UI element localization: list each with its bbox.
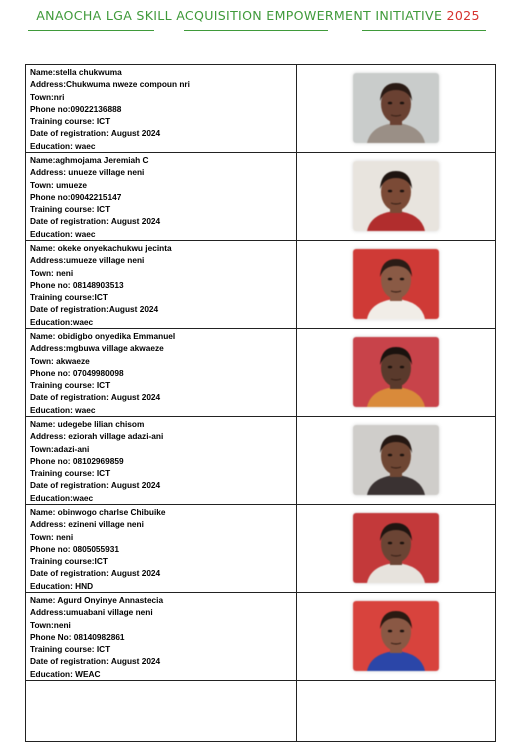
photo-wrapper — [297, 505, 495, 591]
trainee-detail-line: Phone no: 07049980098 — [30, 367, 124, 378]
trainee-detail-line: Town:nri — [30, 91, 65, 102]
trainee-detail-line: Name: Agurd Onyinye Annastecia — [30, 595, 164, 605]
header-title: ANAOCHA LGA SKILL ACQUISITION EMPOWERMENT INITIATIVE — [36, 8, 443, 23]
table-row — [26, 241, 496, 329]
trainee-passport-photo — [353, 337, 439, 407]
trainee-detail-line: Name: udegebe lilian chisom — [30, 419, 145, 429]
trainee-detail-line: Name: obidigbo onyedika Emmanuel — [30, 331, 176, 341]
passport-photo-image — [353, 425, 439, 495]
trainee-info-cell — [26, 153, 297, 241]
trainee-details — [26, 241, 296, 328]
trainee-detail-line: Education: waec — [30, 404, 96, 415]
trainee-detail-line: Training course: ICT — [30, 116, 111, 127]
photo-wrapper — [297, 593, 495, 679]
table-row — [26, 329, 496, 417]
trainee-detail-line: Town:neni — [30, 619, 71, 630]
trainee-passport-photo — [353, 601, 439, 671]
trainee-detail-line: Town: akwaeze — [30, 355, 90, 366]
trainee-detail-line: Date of registration: August 2024 — [30, 128, 161, 139]
trainee-detail-line: Training course: ICT — [30, 468, 111, 479]
trainee-detail-line: Address:umueze village neni — [30, 255, 145, 266]
photo-wrapper — [297, 329, 495, 415]
header-rule-middle — [184, 30, 328, 31]
photo-wrapper — [297, 417, 495, 503]
photo-wrapper — [297, 65, 495, 151]
trainee-detail-line: Name:aghmojama Jeremiah C — [30, 155, 149, 165]
trainee-photo-cell — [297, 65, 496, 153]
trainee-detail-line: Education: HND — [30, 580, 94, 591]
trainee-detail-line: Phone no: 0805055931 — [30, 543, 120, 554]
trainee-info-cell — [26, 65, 297, 153]
trainee-detail-line: Phone no: 08148903513 — [30, 279, 124, 290]
trainee-info-cell — [26, 417, 297, 505]
empty-photo-cell — [297, 681, 496, 742]
trainee-detail-line: Date of registration: August 2024 — [30, 216, 161, 227]
trainee-detail-line: Phone no:09022136888 — [30, 103, 122, 114]
trainee-detail-line: Phone No: 08140982861 — [30, 631, 125, 642]
table-row — [26, 417, 496, 505]
trainee-detail-line: Town: umueze — [30, 179, 88, 190]
trainee-detail-line: Date of registration: August 2024 — [30, 480, 161, 491]
trainee-detail-line: Training course:ICT — [30, 292, 108, 303]
trainee-detail-line: Name: obinwogo charlse Chibuike — [30, 507, 166, 517]
passport-photo-image — [353, 513, 439, 583]
trainee-info-cell — [26, 593, 297, 681]
photo-wrapper — [297, 241, 495, 327]
trainee-details — [26, 153, 296, 240]
trainee-detail-line: Address: ezineni village neni — [30, 519, 144, 530]
trainee-detail-line: Town: neni — [30, 267, 74, 278]
passport-photo-image — [353, 161, 439, 231]
trainee-details — [26, 417, 296, 504]
trainee-detail-line: Education: WEAC — [30, 668, 101, 679]
trainee-photo-cell — [297, 241, 496, 329]
trainee-detail-line: Education:waec — [30, 492, 94, 503]
trainee-photo-cell — [297, 593, 496, 681]
header-year: 2025 — [446, 8, 480, 23]
empty-info-cell — [26, 681, 297, 742]
table-row — [26, 593, 496, 681]
registration-table — [25, 64, 496, 742]
trainee-detail-line: Date of registration: August 2024 — [30, 656, 161, 667]
trainee-detail-line: Town: neni — [30, 531, 74, 542]
trainee-detail-line: Education: waec — [30, 228, 96, 239]
trainee-photo-cell — [297, 329, 496, 417]
table-row — [26, 65, 496, 153]
trainee-detail-line: Phone no: 08102969859 — [30, 455, 124, 466]
trainee-detail-line: Training course: ICT — [30, 204, 111, 215]
table-row — [26, 153, 496, 241]
trainee-passport-photo — [353, 513, 439, 583]
trainee-details — [26, 329, 296, 416]
trainee-photo-cell — [297, 417, 496, 505]
trainee-details — [26, 505, 296, 592]
passport-photo-image — [353, 601, 439, 671]
trainee-photo-cell — [297, 505, 496, 593]
trainee-detail-line: Training course: ICT — [30, 644, 111, 655]
trainee-info-cell — [26, 241, 297, 329]
trainee-info-cell — [26, 329, 297, 417]
trainee-detail-line: Address:mgbuwa village akwaeze — [30, 343, 164, 354]
trainee-detail-line: Training course: ICT — [30, 380, 111, 391]
trainee-photo-cell — [297, 153, 496, 241]
trainee-detail-line: Date of registration: August 2024 — [30, 392, 161, 403]
header-rule-left — [28, 30, 154, 31]
trainee-detail-line: Name: okeke onyekachukwu jecinta — [30, 243, 172, 253]
trainee-detail-line: Date of registration: August 2024 — [30, 568, 161, 579]
trainee-details — [26, 593, 296, 680]
passport-photo-image — [353, 249, 439, 319]
trainee-detail-line: Phone no:09042215147 — [30, 191, 122, 202]
trainee-detail-line: Date of registration:August 2024 — [30, 304, 159, 315]
trainee-passport-photo — [353, 425, 439, 495]
trainee-detail-line: Training course:ICT — [30, 556, 108, 567]
trainee-details — [26, 65, 296, 152]
trainee-detail-line: Name:stella chukwuma — [30, 67, 122, 77]
photo-wrapper — [297, 153, 495, 239]
trainee-detail-line: Address:Chukwuma nweze compoun nri — [30, 79, 190, 90]
table-row — [26, 505, 496, 593]
header-rule-right — [362, 30, 486, 31]
page-header — [0, 8, 516, 23]
trainee-passport-photo — [353, 73, 439, 143]
trainee-detail-line: Education:waec — [30, 316, 94, 327]
passport-photo-image — [353, 337, 439, 407]
trainee-passport-photo — [353, 249, 439, 319]
trainee-detail-line: Address: unueze village neni — [30, 167, 145, 178]
trainee-passport-photo — [353, 161, 439, 231]
trainee-detail-line: Address:umuabani village neni — [30, 607, 153, 618]
trainee-detail-line: Town:adazi-ani — [30, 443, 90, 454]
trainee-detail-line: Address: eziorah village adazi-ani — [30, 431, 164, 442]
empty-table-row — [26, 681, 496, 742]
passport-photo-image — [353, 73, 439, 143]
trainee-info-cell — [26, 505, 297, 593]
trainee-detail-line: Education: waec — [30, 140, 96, 151]
